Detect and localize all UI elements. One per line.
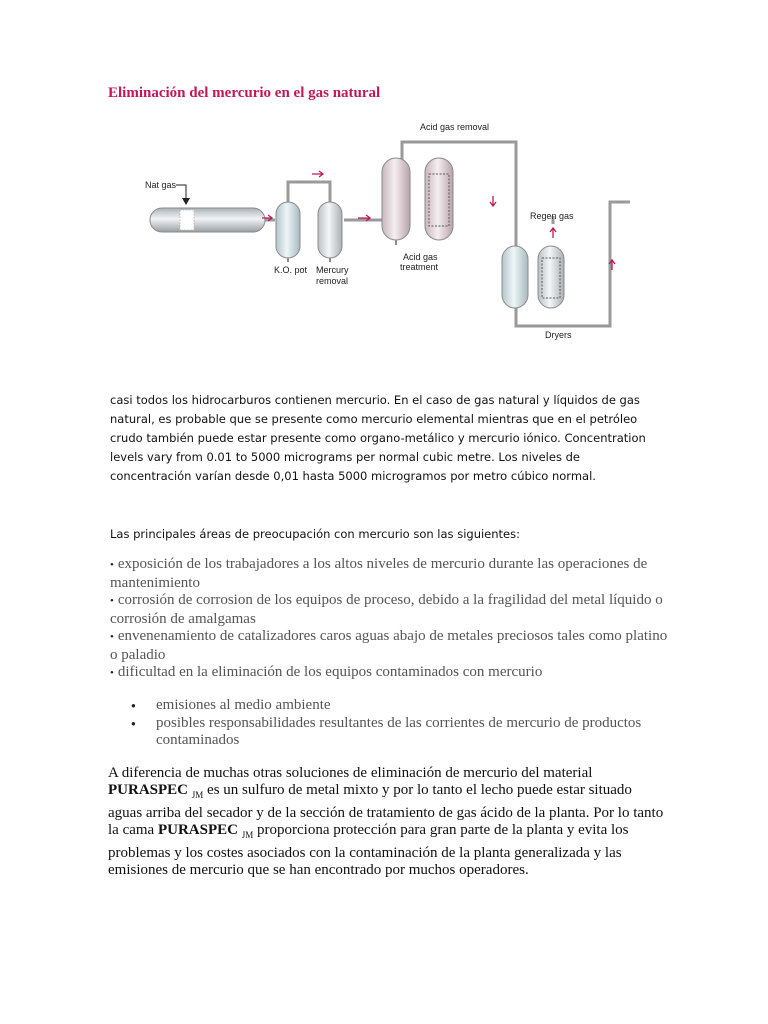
acid-gas-treatment-label-line2: treatment — [400, 262, 439, 272]
acid-gas-removal-label: Acid gas removal — [420, 122, 490, 132]
list-item: • corrosión de corrosion de los equipos de proceso, debido a la fragilidad del metal líquido o corrosión de amalgamas — [110, 592, 663, 627]
ko-pot-vessel — [276, 202, 300, 262]
dryer-vessel-1 — [502, 246, 528, 308]
bullet-icon: • — [110, 631, 114, 643]
process-flow-diagram — [140, 112, 640, 350]
concerns-list — [110, 556, 670, 683]
list-item: • exposición de los trabajadores a los altos niveles de mercurio durante las operaciones de mantenimiento — [110, 556, 648, 591]
concerns-heading: Las principales áreas de preocupación con mercurio son las siguientes: — [110, 527, 520, 541]
bullet-icon: • — [110, 559, 114, 571]
intro-paragraph: casi todos los hidrocarburos contienen mercurio. En el caso de gas natural y líquidos de gas natural, es probable que se presente como mercurio elemental mientras que en el petróleo crudo también puede estar presente como organo-metálico y mercurio iónico. Concentration levels vary from 0.01 to 5000 micrograms per normal cubic metre. Los niveles de concentración varían desde 0,01 hasta 5000 microgramos por metro cúbico normal. — [110, 393, 646, 483]
nat-gas-label: Nat gas — [145, 180, 177, 190]
horizontal-vessel — [150, 208, 265, 232]
mercury-removal-label-line2: removal — [316, 276, 349, 286]
flow-arrow-4 — [490, 196, 496, 206]
nat-gas-pointer — [176, 185, 186, 200]
list-item: • envenenamiento de catalizadores caros aguas abajo de metales preciosos tales como platino o paladio — [110, 628, 668, 663]
ko-pot-label: K.O. pot — [274, 265, 308, 275]
flow-arrow-2 — [312, 171, 323, 177]
dryer-vessel-2 — [538, 246, 564, 308]
flow-arrow-5 — [550, 228, 556, 238]
acid-gas-vessel-2 — [425, 158, 453, 240]
brand-name: PURASPEC — [108, 782, 189, 799]
list-item: • dificultad en la eliminación de los equipos contaminados con mercurio — [110, 664, 543, 680]
acid-gas-vessel-1 — [382, 158, 410, 245]
bullet-icon: • — [110, 667, 114, 679]
brand-name: PURASPEC — [157, 822, 238, 839]
brand-subscript: JM — [241, 830, 254, 841]
bullet-icon: • — [110, 595, 114, 607]
nat-gas-arrowhead — [182, 198, 190, 205]
concerns-list-secondary — [108, 697, 668, 750]
regen-gas-label: Regen gas — [530, 211, 574, 221]
puraspec-paragraph: A diferencia de muchas otras soluciones de eliminación de mercurio del material PURASPEC $_{JM}$ es un sulfuro de metal mixto y por lo tanto el lecho puede estar situado aguas arriba del secador y de la sección de tratamiento de gas ácido de la planta. Por lo tanto la cama PURASPEC $_{JM}$ proporciona protección para gran parte de la planta y evita los problemas y los costes asociados con la contaminación de la planta generalizada y las emisiones de mercurio que se han encontrado por muchos operadores. — [108, 765, 664, 879]
mercury-removal-vessel — [318, 202, 342, 262]
list-item: ● posibles responsabilidades resultantes de las corrientes de mercurio de productos contaminados — [108, 715, 668, 750]
dryers-label: Dryers — [545, 330, 572, 340]
page-title: Eliminación del mercurio en el gas natural — [108, 85, 381, 101]
mercury-removal-label-line1: Mercury — [316, 265, 349, 275]
list-item: ● emisiones al medio ambiente — [108, 697, 668, 715]
brand-subscript: JM — [191, 790, 204, 801]
acid-gas-treatment-label-line1: Acid gas — [403, 252, 438, 262]
